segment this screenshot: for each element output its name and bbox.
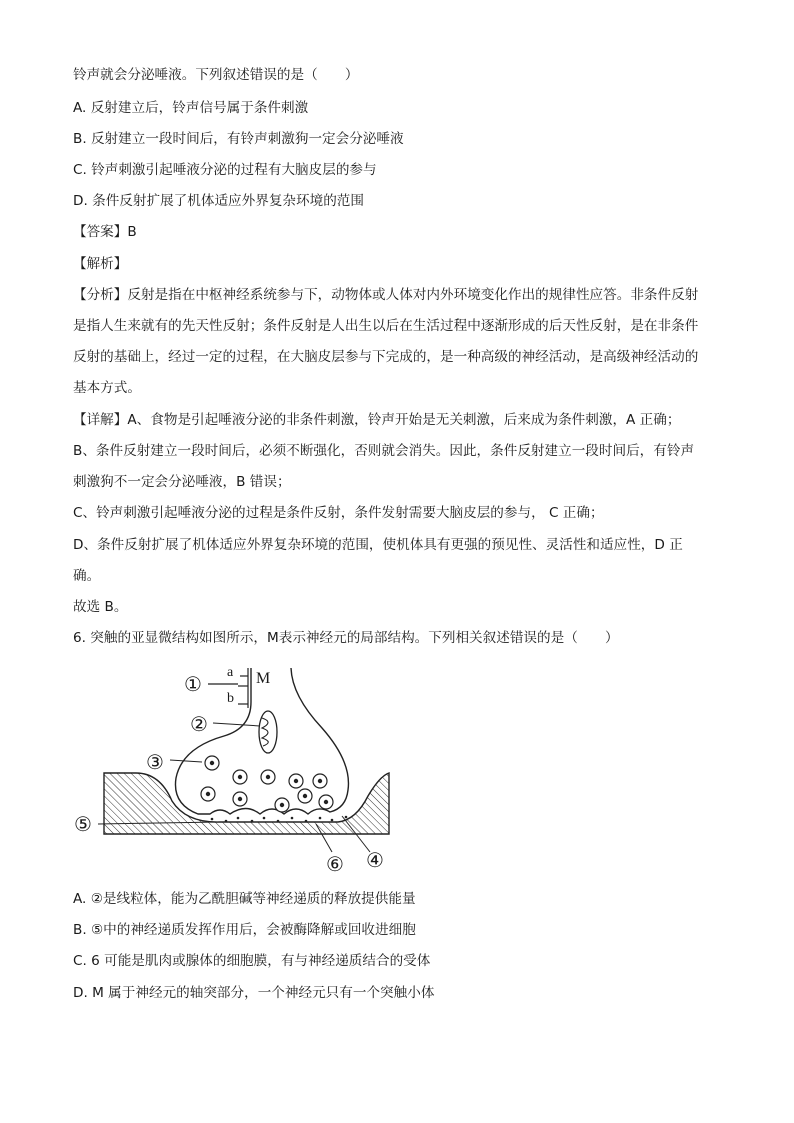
q5-stem-tail: 铃声就会分泌唾液。下列叙述错误的是（ ） (73, 67, 359, 83)
q5-option-b: B. 反射建立一段时间后，有铃声刺激狗一定会分泌唾液 (73, 131, 404, 147)
label-1: ① (184, 674, 202, 696)
mitochondrion-icon (259, 711, 277, 753)
q6-option-b: B. ⑤中的神经递质发挥作用后，会被酶降解或回收进细胞 (73, 922, 416, 938)
label-M: M (256, 670, 271, 687)
synapse-diagram (70, 656, 400, 876)
q6-option-d: D. M 属于神经元的轴突部分，一个神经元只有一个突触小体 (73, 985, 435, 1001)
label-6: ⑥ (326, 854, 344, 876)
q5-answer: 【答案】B (73, 224, 137, 240)
label-3: ③ (146, 752, 164, 774)
q5-detail-line-2: B、条件反射建立一段时间后，必须不断强化，否则就会消失。因此，条件反射建立一段时间后，有铃声 (73, 443, 695, 459)
label-a: a (227, 665, 234, 680)
q6-option-c: C. 6 可能是肌肉或腺体的细胞膜，有与神经递质结合的受体 (73, 953, 431, 969)
q5-analysis-line-3: 反射的基础上，经过一定的过程，在大脑皮层参与下完成的，是一种高级的神经活动，是高级神经活动的 (73, 349, 699, 365)
q5-analysis-line-4: 基本方式。 (73, 380, 141, 396)
q6-option-a: A. ②是线粒体，能为乙酰胆碱等神经递质的释放提供能量 (73, 891, 416, 907)
q6-stem: 6. 突触的亚显微结构如图所示，M表示神经元的局部结构。下列相关叙述错误的是（ ） (73, 630, 619, 646)
q5-detail-line-3: 刺激狗不一定会分泌唾液，B 错误； (73, 474, 291, 490)
q5-conclusion: 故选 B。 (73, 599, 128, 615)
q5-option-d: D. 条件反射扩展了机体适应外界复杂环境的范围 (73, 193, 364, 209)
q5-analysis-line-2: 是指人生来就有的先天性反射；条件反射是人出生以后在生活过程中逐渐形成的后天性反射，是在非条件 (73, 318, 699, 334)
q5-detail-line-1: 【详解】A、食物是引起唾液分泌的非条件刺激，铃声开始是无关刺激，后来成为条件刺激，A 正确； (73, 412, 681, 428)
q5-option-c: C. 铃声刺激引起唾液分泌的过程有大脑皮层的参与 (73, 162, 377, 178)
label-4: ④ (366, 850, 384, 872)
q5-analysis-heading: 【解析】 (73, 256, 128, 272)
q5-detail-line-6: 确。 (73, 568, 101, 584)
label-b: b (227, 691, 234, 706)
q5-detail-line-4: C、铃声刺激引起唾液分泌的过程是条件反射，条件发射需要大脑皮层的参与， C 正确； (73, 505, 604, 521)
label-2: ② (190, 714, 208, 736)
label-5: ⑤ (74, 814, 92, 836)
q5-detail-line-5: D、条件反射扩展了机体适应外界复杂环境的范围，使机体具有更强的预见性、灵活性和适应性，D 正 (73, 537, 683, 553)
q5-analysis-line-1: 【分析】反射是指在中枢神经系统参与下，动物体或人体对内外环境变化作出的规律性应答。非条件反射 (73, 287, 699, 303)
q5-option-a: A. 反射建立后，铃声信号属于条件刺激 (73, 100, 309, 116)
